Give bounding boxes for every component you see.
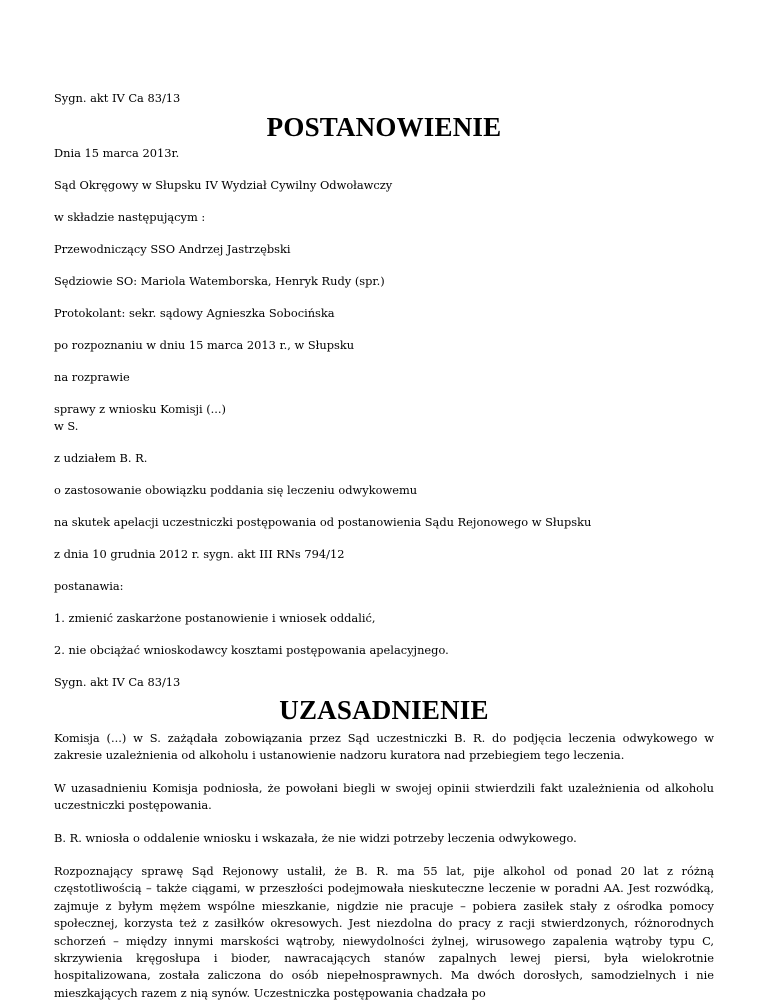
presiding-judge: Przewodniczący SSO Andrzej Jastrzębski <box>54 242 291 256</box>
hearing-line: po rozpoznaniu w dniu 15 marca 2013 r., w Słupsku <box>54 338 355 352</box>
justification-paragraph: W uzasadnieniu Komisja podniosła, że powołani biegli w swojej opinii stwierdzili fakt uzależnienia od alkoholu uczestniczki postępowania. <box>54 781 714 813</box>
justification-title: UZASADNIENIE <box>279 695 489 725</box>
decides-line: postanawia: <box>54 579 124 593</box>
justification-paragraph: B. R. wniosła o oddalenie wniosku i wskazała, że nie widzi potrzeby leczenia odwykowego. <box>54 831 577 845</box>
case-motion-line-2: w S. <box>54 419 79 433</box>
ruling-date: Dnia 15 marca 2013r. <box>54 146 180 160</box>
court-name: Sąd Okręgowy w Słupsku IV Wydział Cywilny Odwoławczy <box>54 178 393 192</box>
ruling-item: 1. zmienić zaskarżone postanowienie i wniosek oddalić, <box>54 611 376 625</box>
hearing-type: na rozprawie <box>54 370 130 384</box>
ruling-title: POSTANOWIENIE <box>266 112 502 142</box>
case-reference-bottom: Sygn. akt IV Ca 83/13 <box>54 675 181 689</box>
case-motion-line-1: sprawy z wniosku Komisji (...) <box>54 402 226 416</box>
lower-court-line: z dnia 10 grudnia 2012 r. sygn. akt III RNs 794/12 <box>54 547 345 561</box>
justification-paragraph: Rozpoznający sprawę Sąd Rejonowy ustalił, że B. R. ma 55 lat, pije alkohol od ponad 20 lat z różną częstotliwością – także ciągami, w przeszłości podejmowała nieskuteczne leczenie w poradni AA. Jest rozwódką, zajmuje z byłym mężem wspólne mieszkanie, nigdzie nie pracuje – pobiera zasiłek stały z ośrodka pomocy społecznej, korzysta też z zasiłków okresowych. Jest niezdolna do pracy z racji stwierdzonych, różnorodnych schorzeń – między innymi marskości wątroby, niewydolności żylnej, wirusowego zapalenia wątroby typu C, skrzywienia kręgosłupa i bioder, nawracających stanów zapalnych lewej piersi, była wielokrotnie hospitalizowana, została zaliczona do osób niepełnosprawnych. Ma dwóch dorosłych, samodzielnych i nie mieszkających razem z nią synów. Uczestniczka postępowania chadzała po <box>54 864 714 1000</box>
participant-line: z udziałem B. R. <box>54 451 148 465</box>
justification-paragraph: Komisja (...) w S. zażądała zobowiązania przez Sąd uczestniczki B. R. do podjęcia leczenia odwykowego w zakresie uzależnienia od alkoholu i ustanowienie nadzoru kuratora nad przebiegiem tego leczenia. <box>54 731 714 763</box>
subject-line: o zastosowanie obowiązku poddania się leczeniu odwykowemu <box>54 483 418 497</box>
appeal-line: na skutek apelacji uczestniczki postępowania od postanowienia Sądu Rejonowego w Słupsku <box>54 515 592 529</box>
ruling-item: 2. nie obciążać wnioskodawcy kosztami postępowania apelacyjnego. <box>54 643 449 657</box>
clerk-line: Protokolant: sekr. sądowy Agnieszka Sobocińska <box>54 306 335 320</box>
case-reference-top: Sygn. akt IV Ca 83/13 <box>54 91 181 105</box>
composition-intro: w składzie następującym : <box>54 210 206 224</box>
judges-line: Sędziowie SO: Mariola Watemborska, Henryk Rudy (spr.) <box>54 274 385 288</box>
